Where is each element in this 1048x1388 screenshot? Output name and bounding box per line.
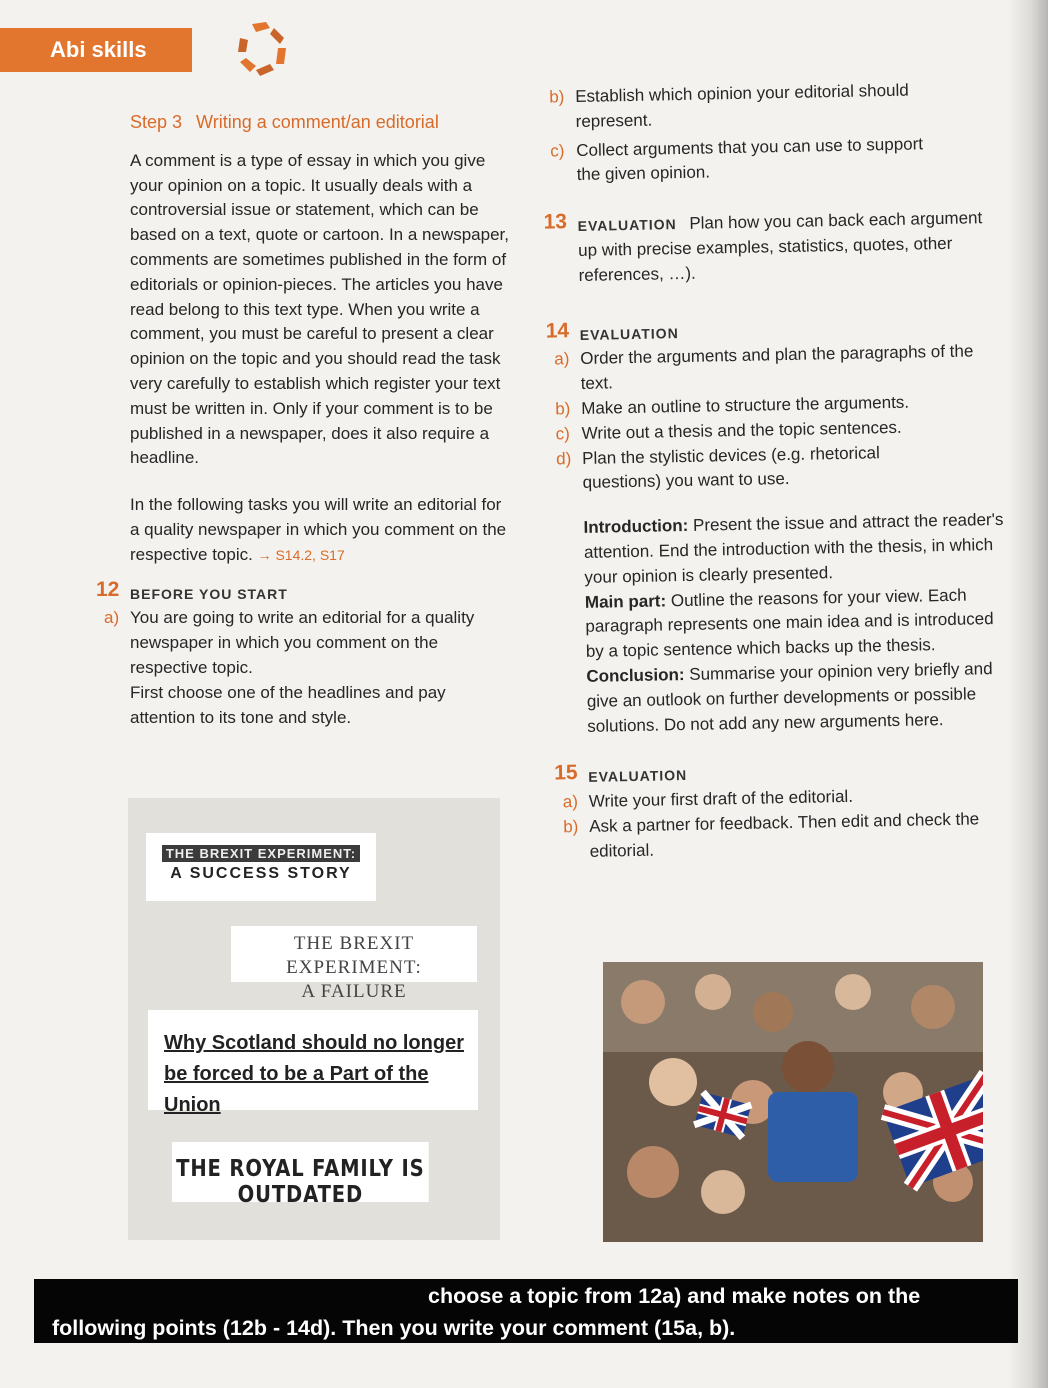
task-14-heading: 14 EVALUATION — [545, 318, 679, 343]
headline-scotland: Why Scotland should no longer be forced to be a Part of the Union — [148, 1010, 478, 1110]
headline-brexit-failure: THE BREXIT EXPERIMENT: A FAILURE — [231, 926, 477, 982]
task-12-heading: 12 BEFORE YOU START — [96, 577, 288, 602]
instruction-bar: choose a topic from 12a) and make notes on the following points (12b - 14d). Then you write your comment (15a, b). — [34, 1279, 1018, 1343]
circular-arrows-icon — [230, 18, 294, 82]
headline-brexit-success: THE BREXIT EXPERIMENT: A SUCCESS STORY — [146, 833, 376, 901]
task-14a: a) Order the arguments and plan the paragraphs of the text. — [554, 341, 974, 394]
task-15-heading: 15 EVALUATION — [553, 761, 688, 786]
intro-paragraph-2: In the following tasks you will write an editorial for a quality newspaper in which you comment on the respective topic. → S14.2, S17 — [130, 495, 507, 564]
section-reference: → S14.2, S17 — [257, 546, 345, 563]
intro-paragraph-1: A comment is a type of essay in which you give your opinion on a topic. It usually deals with a controversial issue or statement, which can be based on a text, quote or cartoon. In a newspaper, comments are sometimes published in the form of editorials or opinion-pieces. The articles you have read belong to this text type. When you write a comment, you must be careful to present a clear opinion on the topic and you should read the task very carefully to establish which register your text must be written in. Only if your comment is to be published in a newspaper, does it also require a headline. — [130, 150, 509, 468]
structure-conclusion: Conclusion: Summarise your opinion very briefly and give an outlook on further developments or possible solutions. Do not add any new arguments here. — [586, 659, 993, 736]
task-12b: b) Establish which opinion your editorial should represent. — [549, 80, 909, 131]
headline-royal-family: THE ROYAL FAMILY IS OUTDATED — [172, 1142, 429, 1202]
task-15a: a) Write your first draft of the editorial. — [562, 786, 854, 812]
structure-main-part: Main part: Outline the reasons for your view. Each paragraph represents one main idea and is introduced by a topic sentence which backs up the thesis. — [584, 585, 994, 662]
abi-skills-banner: Abi skills — [0, 28, 192, 72]
task-14c: c) Write out a thesis and the topic sentences. — [555, 417, 902, 444]
headlines-panel — [128, 798, 500, 1240]
crowd-union-jack-photo — [603, 962, 983, 1242]
step-title: Step 3 Writing a comment/an editorial — [130, 112, 439, 132]
task-15b: b) Ask a partner for feedback. Then edit and check the editorial. — [563, 809, 980, 861]
task-13: 13 EVALUATION Plan how you can back each argument up with precise examples, statistics, quotes, other references, …). — [543, 208, 983, 285]
structure-introduction: Introduction: Present the issue and attract the reader's attention. End the introduction with the thesis, in which your opinion is clearly presented. — [583, 510, 1004, 587]
page-edge-shadow — [1008, 0, 1048, 1388]
left-column — [96, 110, 510, 730]
right-column — [543, 77, 1010, 864]
task-14d: d) Plan the stylistic devices (e.g. rhetorical questions) you want to use. — [555, 442, 880, 493]
task-12c: c) Collect arguments that you can use to support the given opinion. — [550, 133, 924, 185]
task-12a: a) You are going to write an editorial for a quality newspaper in which you comment on the respective topic. First choose one of the headlines and pay attention to its tone and style. — [104, 608, 475, 727]
task-14b: b) Make an outline to structure the arguments. — [555, 392, 910, 419]
